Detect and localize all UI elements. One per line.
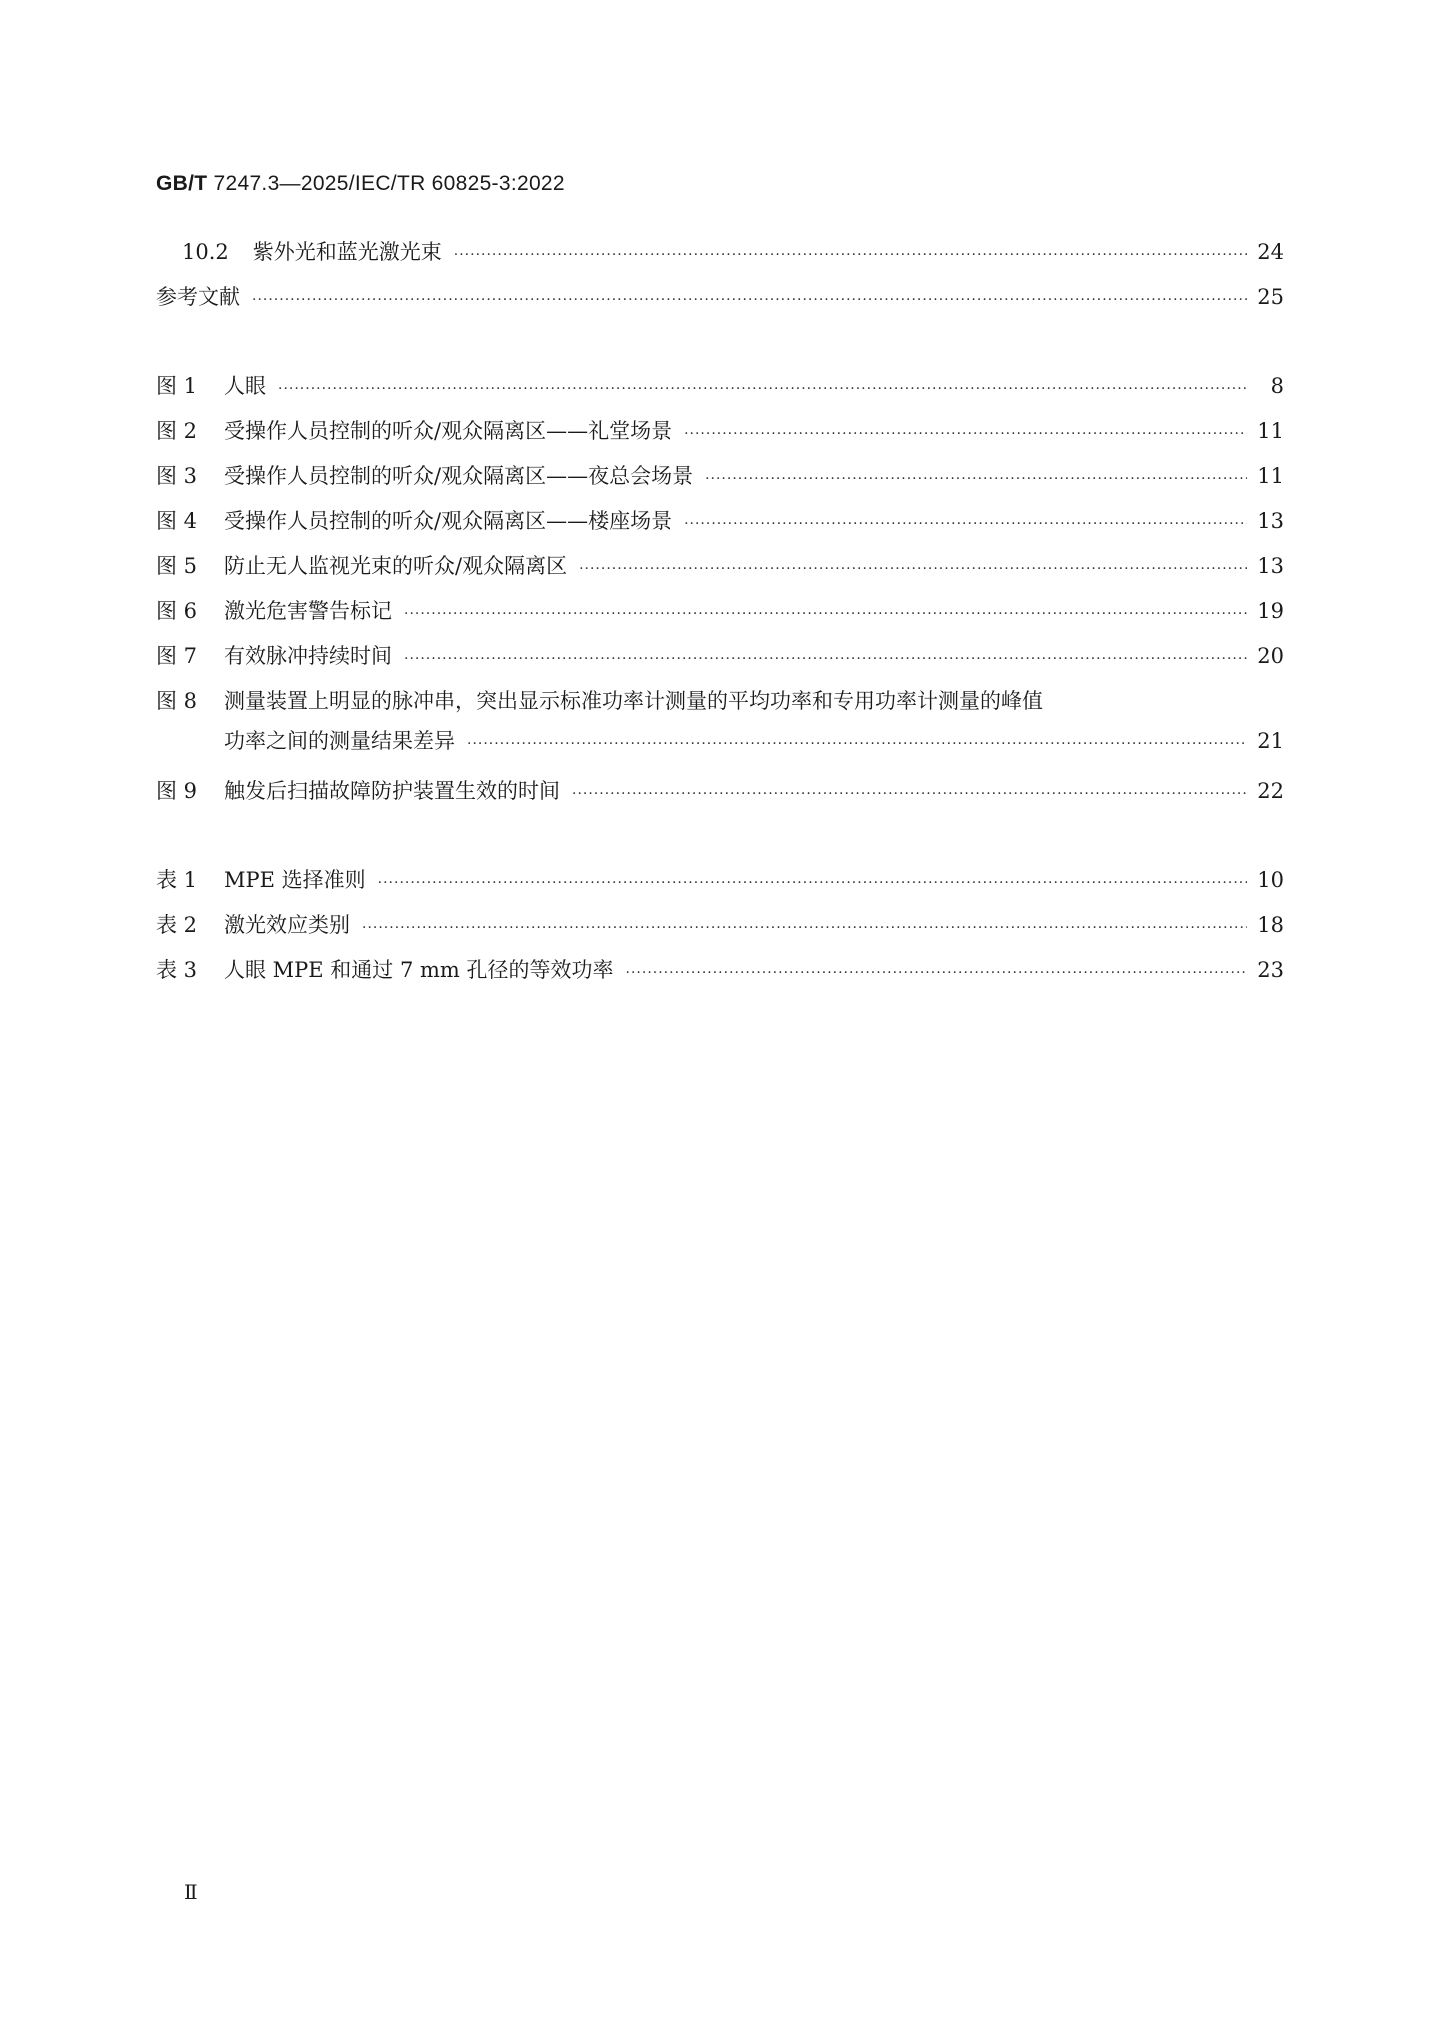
figure-title: 受操作人员控制的听众/观众隔离区——礼堂场景 (224, 419, 673, 443)
standard-number: 7247.3—2025/IEC/TR 60825-3:2022 (213, 172, 565, 195)
toc-entry-title: 参考文献 (156, 285, 240, 309)
figure-page: 19 (1257, 599, 1284, 623)
figure-number: 图 4 (156, 509, 198, 533)
figure-title: 人眼 (224, 374, 266, 398)
toc-entry-figure-5[interactable] (156, 546, 1284, 586)
dot-leader (454, 235, 1248, 275)
dot-leader (705, 459, 1247, 499)
toc-entry-figure-7[interactable] (156, 636, 1284, 676)
dot-leader (684, 414, 1247, 454)
figure-page: 11 (1257, 419, 1284, 443)
toc-entry-figure-4[interactable] (156, 501, 1284, 541)
toc-entry-title: 紫外光和蓝光激光束 (252, 240, 442, 264)
standard-header (156, 172, 565, 196)
figure-title: 有效脉冲持续时间 (224, 644, 392, 668)
toc-entry-figure-9[interactable] (156, 771, 1284, 811)
table-number: 表 1 (156, 868, 198, 892)
toc-entry-number: 10.2 (182, 240, 229, 264)
figure-number: 图 6 (156, 599, 198, 623)
dot-leader (404, 639, 1247, 679)
table-number: 表 2 (156, 913, 198, 937)
figure-page: 8 (1270, 374, 1284, 398)
toc-entry-table-1[interactable] (156, 860, 1284, 900)
figure-number: 图 3 (156, 464, 198, 488)
figure-title: 触发后扫描故障防护装置生效的时间 (224, 779, 560, 803)
figure-page: 13 (1257, 554, 1284, 578)
toc-entry-table-2[interactable] (156, 905, 1284, 945)
dot-leader (362, 908, 1247, 948)
figure-title-line2: 功率之间的测量结果差异 (224, 729, 455, 753)
standard-prefix: GB/T (156, 172, 208, 195)
toc-entry-figure-6[interactable] (156, 591, 1284, 631)
page-number-roman: Ⅱ (184, 1880, 198, 1904)
figure-title: 激光危害警告标记 (224, 599, 392, 623)
table-page: 10 (1257, 868, 1284, 892)
figure-title: 受操作人员控制的听众/观众隔离区——夜总会场景 (224, 464, 694, 488)
table-page: 18 (1257, 913, 1284, 937)
figure-number: 图 7 (156, 644, 198, 668)
dot-leader (252, 280, 1247, 320)
figure-number: 图 2 (156, 419, 198, 443)
dot-leader (404, 594, 1247, 634)
table-number: 表 3 (156, 958, 198, 982)
toc-entry-page: 24 (1257, 240, 1284, 264)
toc-entry-page: 25 (1257, 285, 1284, 309)
dot-leader (572, 774, 1247, 814)
dot-leader (579, 549, 1247, 589)
figure-number: 图 5 (156, 554, 198, 578)
dot-leader (626, 953, 1248, 993)
dot-leader (278, 369, 1248, 409)
figure-page: 11 (1257, 464, 1284, 488)
figure-page: 21 (1257, 729, 1284, 753)
toc-entry-references[interactable] (156, 277, 1284, 317)
toc-entry-figure-1[interactable] (156, 366, 1284, 406)
table-page: 23 (1257, 958, 1284, 982)
dot-leader (684, 504, 1247, 544)
dot-leader (378, 863, 1248, 903)
dot-leader (467, 724, 1247, 764)
toc-entry-figure-2[interactable] (156, 411, 1284, 451)
figure-number: 图 9 (156, 779, 198, 803)
figure-number: 图 8 (156, 689, 198, 713)
table-title: 人眼 MPE 和通过 7 mm 孔径的等效功率 (224, 958, 614, 982)
figure-page: 20 (1257, 644, 1284, 668)
figure-page: 13 (1257, 509, 1284, 533)
toc-entry-10-2[interactable] (156, 232, 1284, 272)
figure-title: 防止无人监视光束的听众/观众隔离区 (224, 554, 568, 578)
toc-entry-figure-3[interactable] (156, 456, 1284, 496)
toc-entry-table-3[interactable] (156, 950, 1284, 990)
toc-entry-figure-8[interactable] (156, 681, 1284, 763)
table-title: 激光效应类别 (224, 913, 350, 937)
figure-title: 受操作人员控制的听众/观众隔离区——楼座场景 (224, 509, 673, 533)
figure-page: 22 (1257, 779, 1284, 803)
figure-title-line1: 测量装置上明显的脉冲串，突出显示标准功率计测量的平均功率和专用功率计测量的峰值 (224, 689, 1043, 713)
table-title: MPE 选择准则 (224, 868, 366, 892)
figure-number: 图 1 (156, 374, 198, 398)
